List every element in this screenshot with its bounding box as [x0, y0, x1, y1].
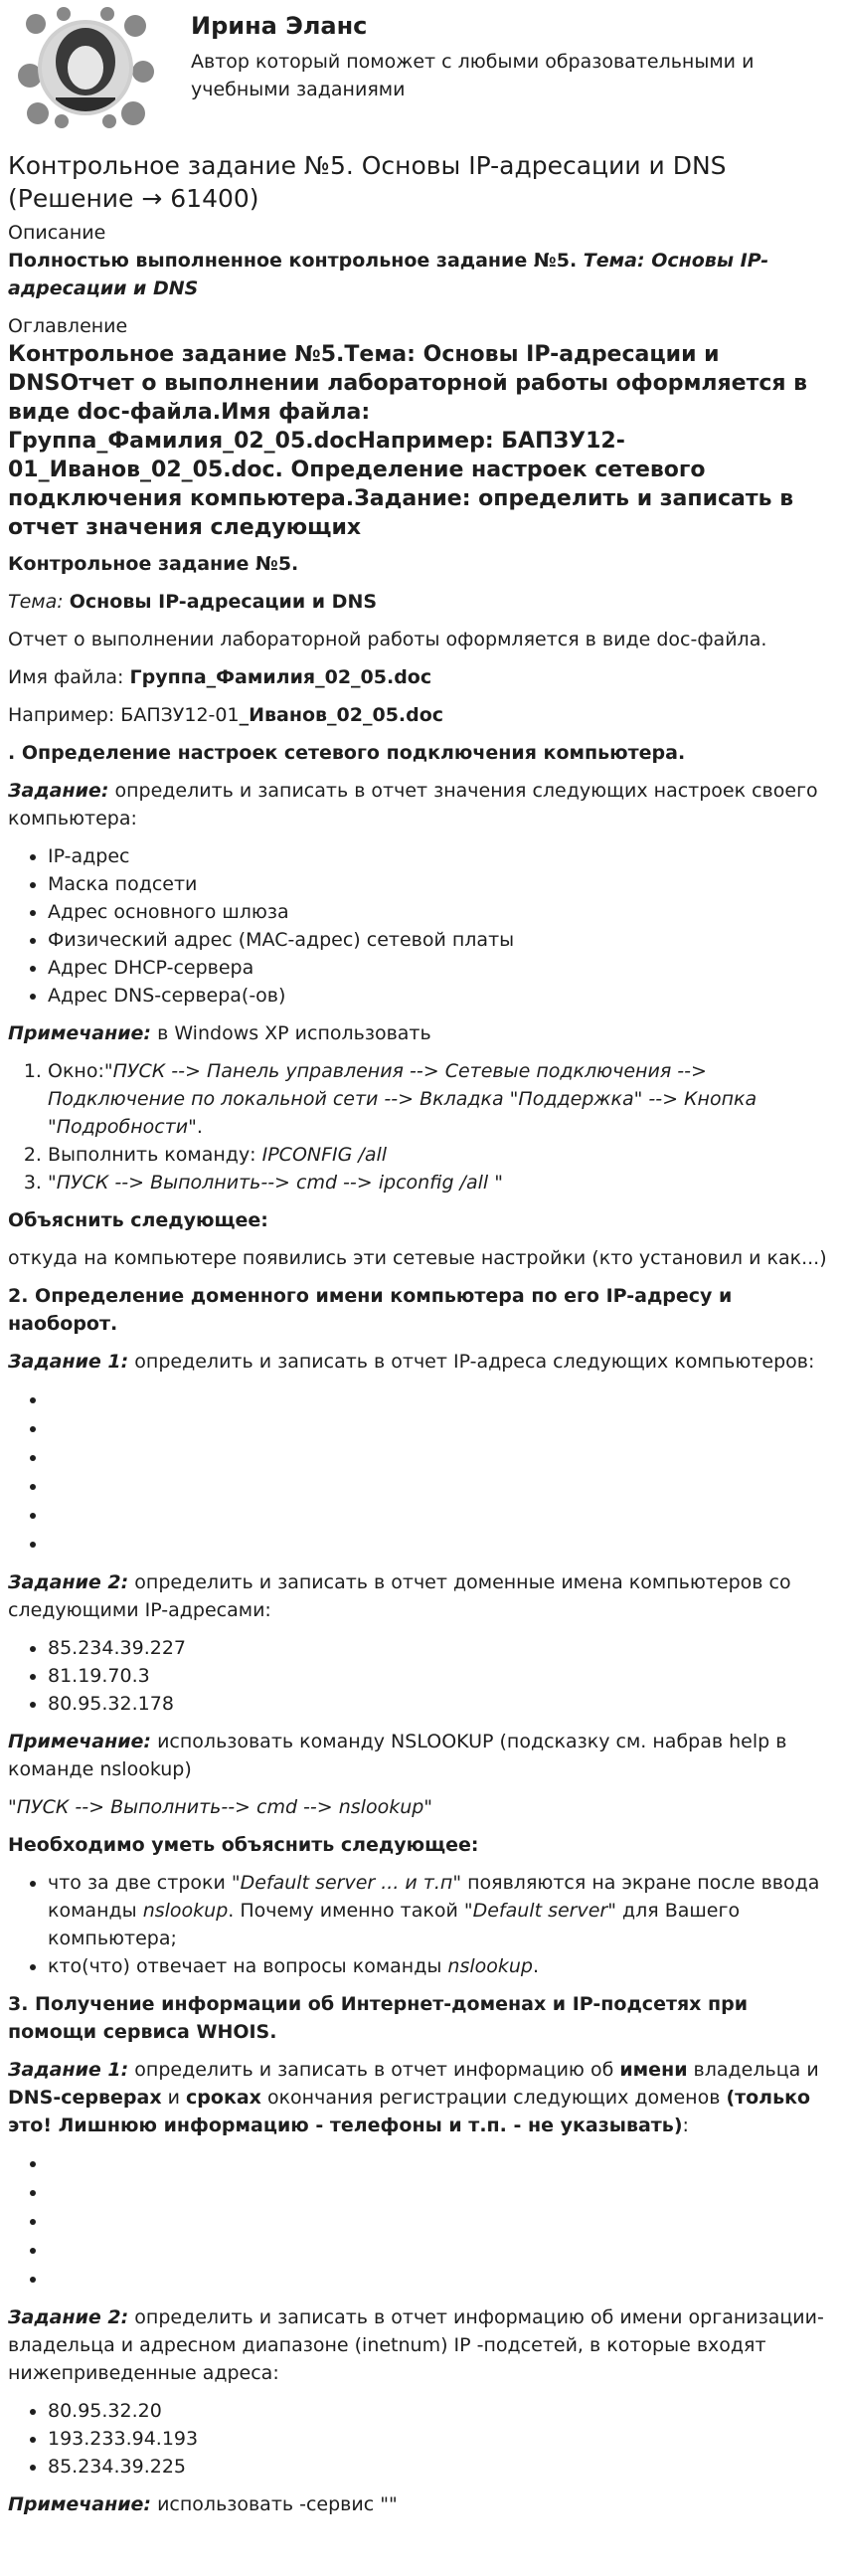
text-segment: окончания регистрации следующих доменов [260, 2087, 727, 2109]
list-item [48, 1869, 834, 1952]
example-label: Например: БАПЗУ12-01 [8, 704, 240, 726]
description-bold: Полностью выполненное контрольное задание №5. [8, 250, 578, 272]
page-title: Контрольное задание №5. Основы IP-адресации и DNS (Решение → 61400) [8, 151, 727, 213]
task2-1-text: определить и записать в отчет IP-адреса следующих компьютеров: [134, 1351, 815, 1373]
nslookup-path: "ПУСК --> Выполнить--> cmd --> nslookup" [8, 1796, 433, 1818]
note3-text: использовать -сервис "" [157, 2493, 398, 2515]
note1-text: в Windows XP использовать [157, 1022, 431, 1044]
list-item [48, 2236, 834, 2265]
list-item [48, 1501, 834, 1530]
step-path: "ПУСК --> Панель управления --> Сетевые подключения --> Подключение по локальной сети --> Вкладка "Поддержка" --> Кнопка "Подробности" [48, 1060, 758, 1138]
example-value: _Иванов_02_05.doc [239, 704, 444, 726]
ip-list [8, 1634, 834, 1718]
list-item [48, 1443, 834, 1472]
task3-2-text: определить и записать в отчет информацию об имени организации-владельца и адресном диапазоне (inetnum) IP -подсетей, в которые входят нижеприведенные адреса: [8, 2306, 824, 2384]
list-item [48, 1952, 834, 1980]
list-item [48, 1385, 834, 1414]
toc-label: Оглавление [8, 315, 128, 337]
task1-paragraph [8, 777, 834, 832]
note3-paragraph [8, 2490, 834, 2518]
explain-list [8, 1869, 834, 1980]
task-label: Задание 1: [8, 2059, 129, 2081]
step-path: "ПУСК --> Выполнить--> cmd --> ipconfig /all " [48, 1172, 503, 1194]
text-segment: сроках [186, 2087, 261, 2109]
text-segment: что за две строки " [48, 1872, 241, 1894]
task2-1-paragraph [8, 1348, 834, 1376]
list-item: • Физический адрес (MAC-адрес) сетевой платы [48, 926, 834, 954]
task2-2-text: определить и записать в отчет доменные имена компьютеров со следующими IP-адресами: [8, 1571, 791, 1621]
topic-line [8, 588, 834, 616]
subnet-ip-list [8, 2397, 834, 2481]
list-item: • 81.19.70.3 [48, 1662, 834, 1690]
step-command: IPCONFIG /all [261, 1144, 388, 1166]
list-item: • 85.234.39.227 [48, 1634, 834, 1662]
task2-2-paragraph [8, 1568, 834, 1624]
note2-paragraph [8, 1728, 834, 1783]
note-label: Примечание: [8, 1022, 152, 1044]
filename-value: Группа_Фамилия_02_05.doc [129, 666, 432, 688]
list-item: • Маска подсети [48, 870, 834, 898]
section3-heading: 3. Получение информации об Интернет-доменах и IP-подсетях при помощи сервиса WHOIS. [8, 1993, 749, 2043]
task-label: Задание: [8, 780, 109, 802]
note-label: Примечание: [8, 2493, 152, 2515]
must-explain-heading: Необходимо уметь объяснить следующее: [8, 1834, 479, 1856]
explain-text: откуда на компьютере появились эти сетевые настройки (кто установил и как...) [8, 1247, 827, 1269]
text-segment: и [161, 2087, 187, 2109]
section1-heading: . Определение настроек сетевого подключения компьютера. [8, 742, 686, 764]
text-segment: (только это! Лишнюю информацию - телефоны и т.п. - не указывать) [8, 2087, 811, 2136]
settings-list [8, 842, 834, 1010]
text-segment: определить и записать в отчет информацию об [134, 2059, 620, 2081]
topic-value: Основы IP-адресации и DNS [69, 591, 378, 613]
text-segment: nslookup [447, 1955, 533, 1977]
task1-text: определить и записать в отчет значения следующих настроек своего компьютера: [8, 780, 818, 829]
section2-heading: 2. Определение доменного имени компьютера по его IP-адресу и наоборот. [8, 1285, 733, 1335]
text-segment: " для Вашего компьютера; [48, 1900, 741, 1949]
list-item: • 85.234.39.225 [48, 2453, 834, 2481]
description-label: Описание [8, 222, 106, 244]
task3-2-paragraph [8, 2303, 834, 2387]
list-item [48, 1472, 834, 1501]
example-line [8, 701, 834, 729]
text-segment: : [682, 2115, 689, 2136]
domains-list [8, 2149, 834, 2294]
text-segment: nslookup [142, 1900, 229, 1922]
text-segment: . [532, 1955, 540, 1977]
task-heading: Контрольное задание №5. [8, 553, 299, 575]
filename-line [8, 663, 834, 691]
list-item [48, 2265, 834, 2294]
filename-label: Имя файла: [8, 666, 124, 688]
list-item [48, 2149, 834, 2178]
text-segment: Default server ... и т.п [240, 1872, 453, 1894]
list-item: • 80.95.32.178 [48, 1690, 834, 1718]
list-item: • IP-адрес [48, 842, 834, 870]
hosts-list [8, 1385, 834, 1559]
task-label: Задание 1: [8, 1351, 129, 1373]
text-segment: DNS-серверах [8, 2087, 162, 2109]
text-segment: имени [619, 2059, 688, 2081]
explain-heading: Объяснить следующее: [8, 1209, 268, 1231]
task-label: Задание 2: [8, 1571, 129, 1593]
list-item: • 193.233.94.193 [48, 2425, 834, 2453]
step-prefix: Выполнить команду: [48, 1144, 262, 1166]
text-segment: . Почему именно такой " [228, 1900, 473, 1922]
topic-label: Тема: [8, 591, 64, 613]
description-topic: Тема: Основы IP-адресации и DNS [8, 250, 769, 299]
note1-paragraph [8, 1019, 834, 1047]
list-item: • 80.95.32.20 [48, 2397, 834, 2425]
list-item [48, 1141, 834, 1169]
description-text [8, 247, 834, 302]
author-description: Автор который поможет с любыми образовательными и учебными заданиями [191, 51, 755, 100]
step-prefix: Окно: [48, 1060, 104, 1082]
list-item: • Адрес DHCP-сервера [48, 954, 834, 982]
note-label: Примечание: [8, 1731, 152, 1752]
task3-1-paragraph [8, 2056, 834, 2139]
text-segment: " появляются на экране после ввода команды [48, 1872, 820, 1922]
text-segment: владельца и [687, 2059, 819, 2081]
list-item [48, 1169, 834, 1196]
task-label: Задание 2: [8, 2306, 129, 2328]
steps-list [8, 1057, 834, 1196]
text-segment: кто(что) отвечает на вопросы команды [48, 1955, 448, 1977]
list-item [48, 1414, 834, 1443]
toc-text: Контрольное задание №5.Тема: Основы IP-адресации и DNSОтчет о выполнении лабораторной работы оформляется в виде doc-файла.Имя файла: Группа_Фамилия_02_05.docНапример: БАПЗУ12-01_Иванов_02_05.doc. Определение настроек сетевого подключения компьютера.Задание: определить и записать в отчет значения следующих [8, 342, 808, 540]
text-segment: Default server [472, 1900, 608, 1922]
author-avatar[interactable] [16, 6, 155, 129]
author-name[interactable]: Ирина Эланс [191, 12, 368, 40]
list-item [48, 2207, 834, 2236]
list-item: • Адрес DNS-сервера(-ов) [48, 982, 834, 1010]
note2-text: использовать команду NSLOOKUP (подсказку см. набрав help в команде nslookup) [8, 1731, 787, 1780]
step-suffix: . [196, 1116, 203, 1138]
report-note: Отчет о выполнении лабораторной работы оформляется в виде doc-файла. [8, 629, 767, 650]
list-item: • Адрес основного шлюза [48, 898, 834, 926]
list-item [48, 1530, 834, 1559]
list-item [48, 1057, 834, 1141]
list-item [48, 2178, 834, 2207]
author-card [8, 0, 834, 139]
